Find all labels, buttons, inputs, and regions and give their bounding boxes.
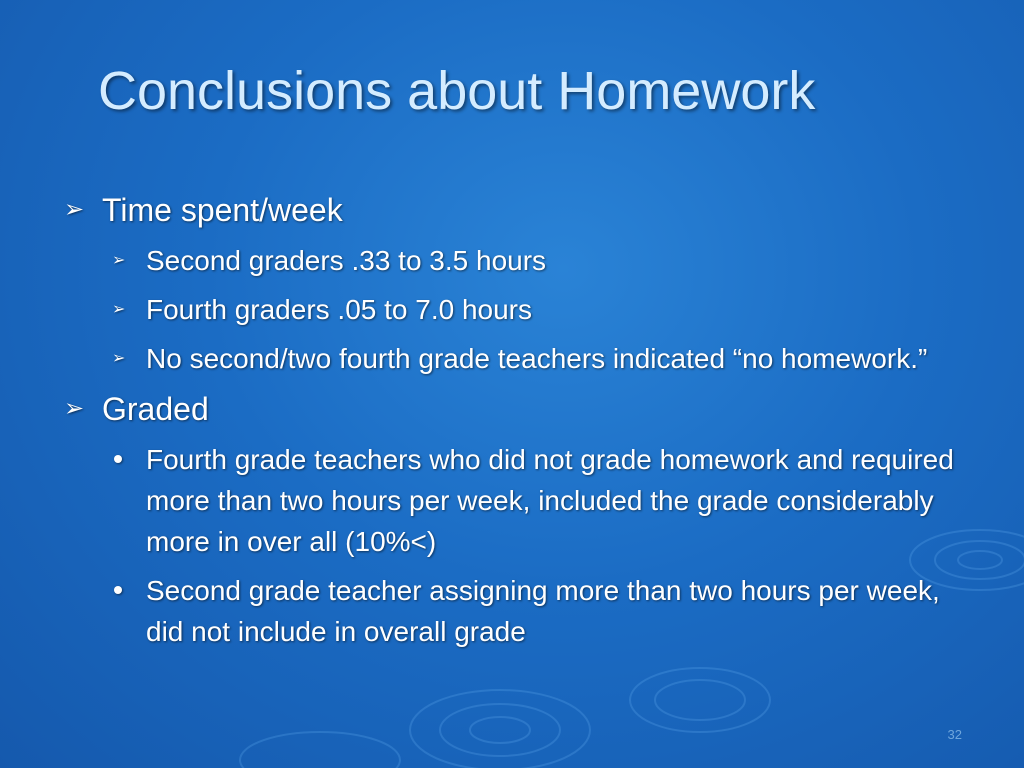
arrow-bullet-icon: ➢ [64,395,85,422]
time-spent-subitems [60,240,980,379]
list-item [60,439,980,562]
slide-body [60,188,980,660]
arrow-bullet-icon: ➢ [64,196,85,223]
list-item-text: Fourth graders .05 to 7.0 hours [146,294,532,325]
arrow-bullet-icon: ➢ [112,350,126,367]
list-item-text: Fourth grade teachers who did not grade homework and required more than two hours per week, included the grade considerably more in over all (10%<) [146,444,954,557]
dot-bullet-icon [114,455,122,463]
dot-bullet-icon [114,586,122,594]
bullet-heading: Graded [102,391,209,427]
arrow-bullet-icon: ➢ [112,301,126,318]
bullet-time-spent [60,188,980,232]
list-item [60,240,980,281]
list-item [60,338,980,379]
list-item-text: Second grade teacher assigning more than two hours per week, did not include in overall grade [146,575,940,647]
list-item-text: No second/two fourth grade teachers indicated “no homework.” [146,343,928,374]
arrow-bullet-icon: ➢ [112,252,126,269]
slide-title: Conclusions about Homework [98,61,816,121]
page-number: 32 [947,727,962,742]
bullet-graded [60,387,980,431]
graded-subitems [60,439,980,652]
bullet-heading: Time spent/week [102,192,343,228]
list-item [60,289,980,330]
list-item [60,570,980,652]
list-item-text: Second graders .33 to 3.5 hours [146,245,547,276]
